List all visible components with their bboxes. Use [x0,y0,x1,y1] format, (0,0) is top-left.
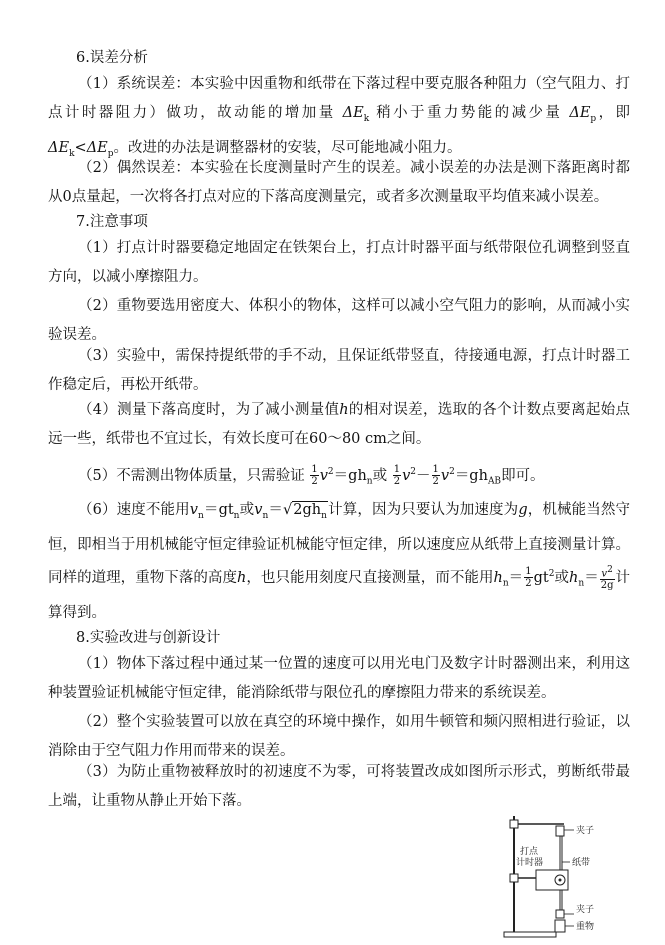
sec7-paragraph-2: （2）重物要选用密度大、体积小的物体，这样可以减小空气阻力的影响，从而减小实验误差。 [48,298,630,343]
sec8-paragraph-2: （2）整个实验装置可以放在真空的环境中操作，如用牛顿管和频闪照相进行验证，以消除由于空气阻力作用而带来的误差。 [48,714,630,759]
label-timer-1: 打点 [520,847,539,857]
denominator: 2g [600,579,614,591]
text: 或 [554,569,570,586]
text: ＝gh [333,467,367,484]
fraction-half [432,464,440,487]
text: 即可。 [501,467,545,484]
sec7-paragraph-6: （6）速度不能用$v_n=gt_n$或$v_n=√2gh_n$计算，因为只要认为加速度为g，机械能当然守恒，即相当于用机械能守恒定律验证机械能守恒定律，所以速度应从纸带上直接测量计算。同样的道理，重物下落的高度h，也只能用刻度尺直接测量，而不能用$h_n=$ $\frac{1}{2}$ $gt^2$或$h_n=$ $\frac{v^2}{2g}$ 计算得到。 [48,502,631,621]
text: 的相对误差，选取的各个计数点要离起始点远一些，纸带也不宜过长，有效长度可在60～80 cm之间。 [48,402,630,447]
numerator: 1 [525,566,532,578]
label-tape: 纸带 [572,858,591,868]
text: ＝gh [454,467,488,484]
var-v: v [254,502,263,518]
text: ，也只能用刻度尺直接测量，而不能用 [246,569,494,586]
denominator: 2 [432,476,439,488]
var-v: v [402,467,411,484]
sub: p [590,113,597,124]
text: 稍小于重力势能的减少量 [376,105,563,121]
section-6-heading: 6.误差分析 [76,50,148,66]
text: 计算得到。 [48,569,631,621]
exp: 2 [548,568,555,579]
label-clip-bottom: 夹子 [576,905,595,915]
numerator [600,565,615,580]
var-h: h [236,569,247,586]
section-8-heading: 8.实验改进与创新设计 [76,630,221,646]
denominator: 2 [525,578,532,590]
label-clip-top: 夹子 [576,826,595,836]
text: （1）系统误差：本实验中因重物和纸带在下落过程中要克服各种阻力（空气阻力、打点计时器阻力）做功，故动能的增加量 [48,76,630,121]
sec7-paragraph-1: （1）打点计时器要稳定地固定在铁架台上，打点计时器平面与纸带限位孔调整到竖直方向，以减小摩擦阻力。 [48,240,630,285]
sub: AB [487,476,502,487]
sub: k [363,113,370,124]
fraction-half [310,464,318,487]
var-h: h [339,402,349,418]
fraction-half [524,566,532,589]
sec8-paragraph-1: （1）物体下落过程中通过某一位置的速度可以用光电门及数字计时器测出来，利用这种装置验证机械能守恒定律，能消除纸带与限位孔的摩擦阻力带来的系统误差。 [48,656,630,701]
minus: － [416,467,431,484]
weight-block [555,920,565,932]
exp: 2 [449,467,455,477]
var-v: v [440,467,450,484]
delta-ep: ΔE [86,139,108,156]
text: 计算，因为只要认为加速度为 [327,502,519,518]
text: ＝ [584,569,599,586]
sub: n [233,510,240,521]
var-g: g [518,502,528,518]
sub: n [366,476,373,487]
sub: n [502,578,509,589]
sub: n [578,578,585,589]
fraction-half [393,464,401,487]
numerator: 1 [432,464,439,476]
exp: 2 [327,467,334,477]
sec7-paragraph-4 [48,396,630,454]
var-h: h [493,569,503,586]
label-timer-2: 计时器 [516,858,544,868]
text: 或 [239,502,255,518]
text: （4）测量下落高度时，为了减小测量值 [78,402,340,418]
less-than: < [74,139,87,156]
fraction-v2-2g [600,565,615,591]
rod-clamp [510,874,518,882]
label-weight: 重物 [576,922,595,932]
exp: 2 [607,564,613,575]
var-v: v [319,467,328,484]
numerator: 1 [311,464,318,476]
text: ＝ [508,569,524,586]
sec7-paragraph-3: （3）实验中，需保持提纸带的手不动，且保证纸带竖直，待接通电源，打点计时器工作稳定后，再松开纸带。 [48,348,630,393]
sub: n [262,510,269,521]
timer-spool-center [559,879,562,882]
clip-top [556,826,564,836]
sub: p [107,148,114,159]
text: （5）不需测出物体质量，只需验证 [78,467,305,484]
denominator: 2 [393,476,401,488]
text: ，即 [596,105,631,121]
text: ＝ [268,502,284,518]
rod-clamp [510,820,518,828]
delta-ek: ΔE [342,105,364,121]
sub: k [69,148,75,159]
apparatus-figure [500,812,620,942]
exp: 2 [410,467,416,477]
delta-ek: ΔE [48,139,70,156]
var-v: v [189,502,198,518]
section-7-heading: 7.注意事项 [76,214,148,230]
text: gt [533,569,549,586]
text: 2gh [293,502,322,518]
stand-base [504,932,556,937]
sqrt [292,501,328,521]
sec7-paragraph-5 [48,458,630,497]
denominator: 2 [311,476,318,488]
sec6-paragraph-2: （2）偶然误差：本实验在长度测量时产生的误差。减小误差的办法是测下落距离时都从0点量起，一次将各打点对应的下落高度测量完，或者多次测量取平均值来减小误差。 [48,160,630,205]
numerator: 1 [393,464,401,476]
sub: n [198,510,204,521]
var-v: v [601,567,608,579]
text: ＝gt [203,502,234,518]
delta-ep: ΔE [569,105,591,121]
clip-bottom [556,910,564,918]
var-h: h [569,569,579,586]
sub: n [321,510,327,521]
text: （6）速度不能用 [78,502,190,518]
text: ，机械能当然守恒，即相当于用机械能守恒定律验证机械能守恒定律，所以速度应从纸带上直接测量计算。同样的道理，重物下落的高度 [48,502,631,586]
text: 。改进的办法是调整器材的安装，尽可能地减小阻力。 [113,139,462,156]
sec8-paragraph-3: （3）为防止重物被释放时的初速度不为零，可将装置改成如图所示形式，剪断纸带最上端，让重物从静止开始下落。 [48,764,630,809]
text: 或 [372,467,388,484]
